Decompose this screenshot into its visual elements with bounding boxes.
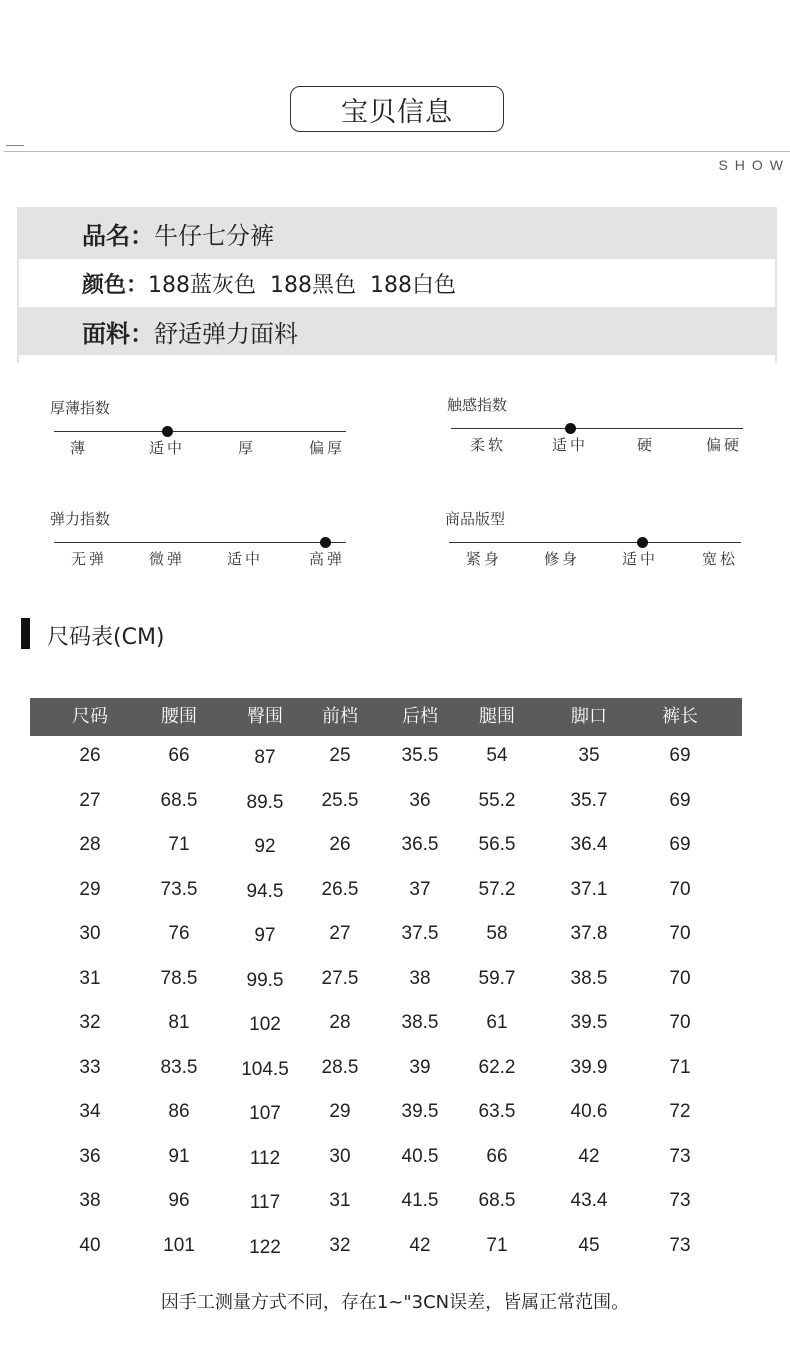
- table-cell: 31: [79, 967, 101, 989]
- table-cell: 73.5: [160, 878, 198, 900]
- size-chart-title: 尺码表(CM): [47, 625, 165, 650]
- table-cell: 42: [409, 1234, 431, 1256]
- table-cell: 38: [409, 967, 431, 989]
- table-cell: 104.5: [241, 1058, 289, 1080]
- table-header: [30, 698, 742, 736]
- table-row: [30, 1137, 742, 1182]
- index-track: [54, 431, 346, 432]
- index-option: 高弹: [308, 550, 345, 568]
- index-option: 偏厚: [308, 439, 345, 457]
- index-marker-dot: [565, 423, 576, 434]
- table-row: [30, 914, 742, 959]
- divider-long: [4, 151, 790, 152]
- table-cell: 70: [669, 923, 691, 944]
- table-row: [30, 825, 742, 870]
- table-cell: 32: [329, 1234, 351, 1256]
- table-cell: 56.5: [478, 834, 516, 855]
- table-cell: 35.5: [401, 745, 439, 766]
- table-cell: 25.5: [321, 789, 359, 811]
- table-cell: 96: [168, 1190, 190, 1211]
- table-row: [30, 1092, 742, 1137]
- table-cell: 39.5: [570, 1012, 608, 1033]
- table-row: [30, 1048, 742, 1093]
- table-cell: 26.5: [321, 878, 359, 900]
- table-cell: 122: [249, 1236, 281, 1258]
- column-header: 裤长: [662, 706, 698, 727]
- table-cell: 101: [163, 1234, 195, 1256]
- column-header: 腰围: [161, 706, 197, 727]
- touch-index: [447, 394, 747, 454]
- table-cell: 36: [79, 1145, 101, 1167]
- table-cell: 58: [486, 923, 508, 944]
- table-cell: 71: [168, 834, 190, 855]
- measurement-note: 因手工测量方式不同，存在1~"3CN误差，皆属正常范围。: [160, 1292, 630, 1313]
- index-caption: 触感指数: [447, 396, 508, 414]
- table-cell: 70: [669, 1012, 691, 1033]
- table-cell: 73: [669, 1145, 691, 1167]
- table-cell: 27.5: [321, 967, 359, 989]
- index-option: 宽松: [701, 550, 738, 568]
- table-cell: 63.5: [478, 1101, 516, 1122]
- index-caption: 厚薄指数: [50, 399, 111, 417]
- column-header: 尺码: [72, 706, 108, 727]
- index-track: [451, 428, 743, 429]
- index-marker-dot: [320, 537, 331, 548]
- table-cell: 26: [79, 745, 101, 766]
- index-caption: 弹力指数: [50, 510, 111, 528]
- table-cell: 26: [329, 834, 351, 855]
- table-cell: 69: [669, 745, 691, 766]
- table-cell: 39.5: [401, 1101, 439, 1122]
- index-option: 薄: [69, 439, 88, 457]
- index-option: 厚: [237, 439, 256, 457]
- table-cell: 37.5: [401, 923, 439, 944]
- table-cell: 54: [486, 745, 508, 766]
- table-cell: 36.4: [570, 834, 608, 855]
- elasticity-index: [50, 508, 350, 568]
- table-cell: 78.5: [160, 967, 198, 989]
- fit-index: [445, 508, 745, 568]
- name-value: 牛仔七分裤: [154, 221, 274, 250]
- table-cell: 71: [486, 1234, 508, 1256]
- table-cell: 36.5: [401, 834, 439, 855]
- table-cell: 30: [329, 1145, 351, 1167]
- index-caption: 商品版型: [445, 510, 506, 528]
- index-option: 无弹: [70, 550, 107, 568]
- size-table: [30, 698, 742, 1270]
- table-cell: 40: [79, 1234, 101, 1256]
- index-marker-dot: [637, 537, 648, 548]
- table-cell: 66: [486, 1145, 508, 1167]
- table-cell: 30: [79, 923, 101, 944]
- index-option: 适中: [226, 550, 263, 568]
- index-option: 柔软: [469, 436, 506, 454]
- table-cell: 27: [329, 923, 351, 944]
- table-cell: 32: [79, 1012, 101, 1033]
- table-cell: 117: [249, 1192, 281, 1213]
- index-option: 偏硬: [705, 436, 742, 454]
- info-row-fabric: [17, 307, 777, 355]
- table-cell: 28.5: [321, 1056, 359, 1078]
- table-cell: 83.5: [160, 1056, 198, 1078]
- section-title-box: [290, 86, 504, 132]
- table-cell: 61: [486, 1012, 508, 1033]
- table-cell: 89.5: [246, 791, 284, 813]
- table-cell: 68.5: [160, 789, 198, 811]
- table-cell: 97: [254, 925, 276, 946]
- show-label: SHOW: [718, 157, 790, 173]
- table-cell: 70: [669, 967, 691, 989]
- table-cell: 25: [329, 745, 351, 766]
- table-cell: 102: [249, 1014, 281, 1035]
- table-row: [30, 1181, 742, 1226]
- table-cell: 107: [249, 1103, 281, 1124]
- table-cell: 70: [669, 878, 691, 900]
- fabric-value: 舒适弹力面料: [154, 319, 298, 348]
- size-chart-marker: [21, 618, 30, 649]
- table-cell: 37.8: [570, 923, 608, 944]
- table-cell: 41.5: [401, 1190, 439, 1211]
- table-cell: 27: [79, 789, 101, 811]
- index-track: [449, 542, 741, 543]
- index-marker-dot: [162, 426, 173, 437]
- info-row-color: [19, 259, 775, 307]
- table-cell: 69: [669, 789, 691, 811]
- table-cell: 35: [578, 745, 600, 766]
- info-row-spacer: [19, 355, 775, 363]
- info-row-name: [17, 207, 777, 259]
- table-cell: 35.7: [570, 789, 608, 811]
- table-cell: 94.5: [246, 880, 284, 902]
- table-cell: 31: [329, 1190, 351, 1211]
- table-cell: 69: [669, 834, 691, 855]
- table-cell: 62.2: [478, 1056, 516, 1078]
- table-cell: 37: [409, 878, 431, 900]
- index-option: 适中: [621, 550, 658, 568]
- table-cell: 45: [578, 1234, 600, 1256]
- divider-short: [6, 145, 24, 146]
- table-cell: 99.5: [246, 969, 284, 991]
- table-cell: 38: [79, 1190, 101, 1211]
- section-title: 宝贝信息: [341, 96, 453, 128]
- table-cell: 73: [669, 1234, 691, 1256]
- table-cell: 66: [168, 745, 190, 766]
- table-cell: 33: [79, 1056, 101, 1078]
- table-cell: 87: [254, 747, 276, 768]
- index-option: 硬: [636, 436, 655, 454]
- table-row: [30, 781, 742, 826]
- table-cell: 72: [669, 1101, 691, 1122]
- table-body: [30, 736, 742, 1270]
- product-info-box: [17, 207, 777, 363]
- column-header: 腿围: [479, 706, 515, 727]
- table-row: [30, 1003, 742, 1048]
- table-cell: 86: [168, 1101, 190, 1122]
- index-option: 适中: [148, 439, 185, 457]
- table-cell: 71: [669, 1056, 691, 1078]
- index-option: 紧身: [465, 550, 502, 568]
- table-cell: 28: [79, 834, 101, 855]
- table-cell: 43.4: [570, 1190, 608, 1211]
- table-cell: 57.2: [478, 878, 516, 900]
- color-label: 颜色：: [82, 272, 149, 298]
- index-option: 微弹: [148, 550, 185, 568]
- table-row: [30, 870, 742, 915]
- index-option: 修身: [543, 550, 580, 568]
- table-cell: 34: [79, 1101, 101, 1122]
- table-cell: 40.6: [570, 1101, 608, 1122]
- table-cell: 38.5: [570, 967, 608, 989]
- table-cell: 42: [578, 1145, 600, 1167]
- table-cell: 92: [254, 836, 276, 857]
- color-value: 188蓝灰色 188黑色 188白色: [148, 272, 456, 298]
- name-label: 品名：: [82, 221, 154, 250]
- table-cell: 91: [168, 1145, 190, 1167]
- table-row: [30, 736, 742, 781]
- column-header: 脚口: [571, 706, 607, 727]
- table-cell: 29: [79, 878, 101, 900]
- table-cell: 59.7: [478, 967, 516, 989]
- index-track: [54, 542, 346, 543]
- table-cell: 38.5: [401, 1012, 439, 1033]
- column-header: 臀围: [247, 706, 283, 727]
- table-cell: 81: [168, 1012, 190, 1033]
- index-option: 适中: [551, 436, 588, 454]
- table-cell: 28: [329, 1012, 351, 1033]
- table-cell: 39: [409, 1056, 431, 1078]
- table-cell: 112: [249, 1147, 281, 1169]
- column-header: 后档: [402, 706, 438, 727]
- table-cell: 39.9: [570, 1056, 608, 1078]
- fabric-label: 面料：: [82, 319, 154, 348]
- table-cell: 73: [669, 1190, 691, 1211]
- table-row: [30, 959, 742, 1004]
- table-cell: 37.1: [570, 878, 608, 900]
- table-cell: 76: [168, 923, 190, 944]
- table-cell: 55.2: [478, 789, 516, 811]
- column-header: 前档: [322, 706, 358, 727]
- table-cell: 40.5: [401, 1145, 439, 1167]
- table-cell: 36: [409, 789, 431, 811]
- thickness-index: [50, 397, 350, 457]
- table-cell: 68.5: [478, 1190, 516, 1211]
- table-row: [30, 1226, 742, 1271]
- table-cell: 29: [329, 1101, 351, 1122]
